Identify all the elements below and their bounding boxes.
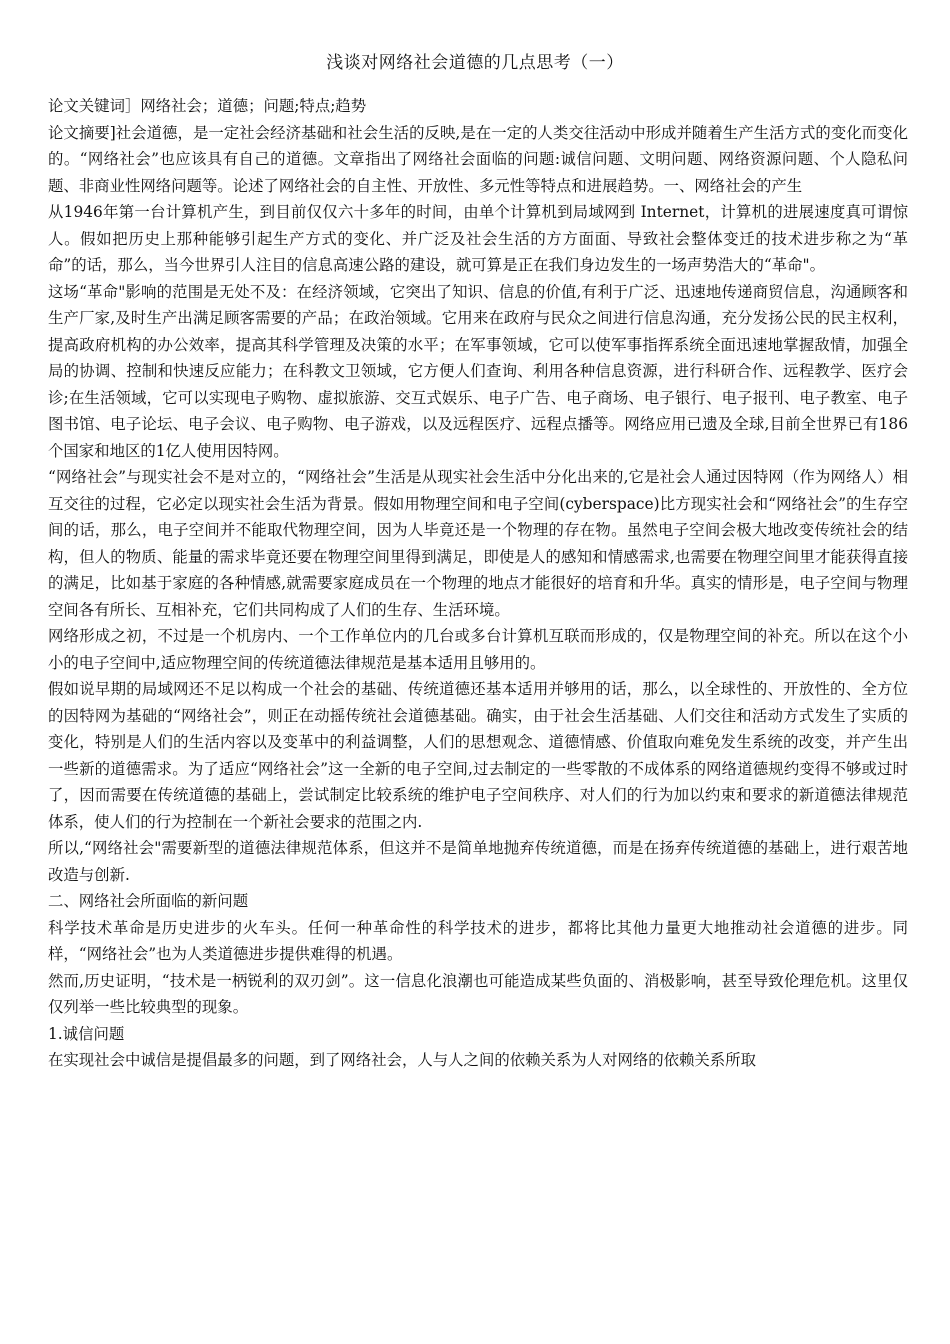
subsection-heading: 1.诚信问题 — [48, 1024, 125, 1043]
body-paragraph: 在实现社会中诚信是提倡最多的问题，到了网络社会，人与人之间的依赖关系为人对网络的依赖关系所取 — [48, 1051, 756, 1069]
body-paragraph: 然而,历史证明，“技术是一柄锐利的双刃剑”。这一信息化浪潮也可能造成某些负面的、消极影响，甚至导致伦理危机。这里仅仅列举一些比较典型的现象。 — [48, 971, 908, 1016]
body-paragraph: 假如说早期的局域网还不足以构成一个社会的基础、传统道德还基本适用并够用的话，那么，以全球性的、开放性的、全方位的因特网为基础的“网络社会”，则正在动摇传统社会道德基础。确实，由于社会生活基础、人们交往和活动方式发生了实质的变化，特别是人们的生活内容以及变革中的利益调整，人们的思想观念、道德情感、价值取向难免发生系统的改变，并产生出一些新的道德需求。为了适应“网络社会”这一全新的电子空间,过去制定的一些零散的不成体系的网络道德规约变得不够或过时了，因而需要在传统道德的基础上，尝试制定比较系统的维护电子空间秩序、对人们的行为加以约束和要求的新道德法律规范体系，使人们的行为控制在一个新社会要求的范围之内. — [48, 680, 908, 831]
body-paragraph: 这场“革命"影响的范围是无处不及：在经济领域，它突出了知识、信息的价值,有利于广泛、迅速地传递商贸信息，沟通顾客和生产厂家,及时生产出满足顾客需要的产品；在政治领域。它用来在政府与民众之间进行信息沟通，充分发扬公民的民主权利，提高政府机构的办公效率，提高其科学管理及决策的水平；在军事领域，它可以使军事指挥系统全面迅速地掌握敌情，加强全局的协调、控制和快速反应能力；在科教文卫领域，它方便人们查询、利用各种信息资源，进行科研合作、远程教学、医疗会诊;在生活领域，它可以实现电子购物、虚拟旅游、交互式娱乐、电子广告、电子商场、电子银行、电子报刊、电子教室、电子图书馆、电子论坛、电子会议、电子购物、电子游戏，以及远程医疗、远程点播等。网络应用已遗及全球,目前全世界已有186个国家和地区的1亿人使用因特网。 — [48, 282, 908, 460]
document-body — [48, 93, 908, 1074]
abstract-paragraph: 论文摘要]社会道德，是一定社会经济基础和社会生活的反映,是在一定的人类交往活动中形成并随着生产生活方式的变化而变化的。“网络社会”也应该具有自己的道德。文章指出了网络社会面临的问题:诚信问题、文明问题、网络资源问题、个人隐私问题、非商业性网络问题等。论述了网络社会的自主性、开放性、多元性等特点和进展趋势。一、网络社会的产生 — [48, 123, 908, 195]
body-paragraph: 科学技术革命是历史进步的火车头。任何一种革命性的科学技术的进步，都将比其他力量更大地推动社会道德的进步。同样，“网络社会”也为人类道德进步提供难得的机遇。 — [48, 918, 908, 963]
document-title: 浅谈对网络社会道德的几点思考（一） — [326, 53, 624, 73]
body-paragraph: 所以,“网络社会"需要新型的道德法律规范体系，但这并不是简单地抛弃传统道德，而是在扬弃传统道德的基础上，进行艰苦地改造与创新. — [48, 839, 908, 884]
body-paragraph: 从1946年第一台计算机产生，到目前仅仅六十多年的时间，由单个计算机到局域网到 Internet，计算机的进展速度真可谓惊人。假如把历史上那种能够引起生产方式的变化、并广泛及社会生活的方方面面、导致社会整体变迁的技术进步称之为“革命”的话，那么，当今世界引人注目的信息高速公路的建设，就可算是正在我们身边发生的一场声势浩大的“革命"。 — [48, 203, 908, 274]
section-heading: 二、网络社会所面临的新问题 — [48, 892, 249, 910]
body-paragraph: “网络社会”与现实社会不是对立的，“网络社会”生活是从现实社会生活中分化出来的,它是社会人通过因特网（作为网络人）相互交往的过程，它必定以现实社会生活为背景。假如用物理空间和电子空间(cyberspace)比方现实社会和“网络社会”的生存空间的话，那么，电子空间并不能取代物理空间，因为人毕竟还是一个物理的存在物。虽然电子空间会极大地改变传统社会的结构，但人的物质、能量的需求毕竟还要在物理空间里得到满足，即使是人的感知和情感需求,也需要在物理空间里才能获得直接的满足，比如基于家庭的各种情感,就需要家庭成员在一个物理的地点才能很好的培育和升华。真实的情形是，电子空间与物理空间各有所长、互相补充，它们共同构成了人们的生存、生活环境。 — [48, 468, 908, 619]
body-paragraph: 网络形成之初，不过是一个机房内、一个工作单位内的几台或多台计算机互联而形成的，仅是物理空间的补充。所以在这个小小的电子空间中,适应物理空间的传统道德法律规范是基本适用且够用的。 — [48, 627, 908, 672]
keywords-paragraph: 论文关键词］网络社会；道德；问题;特点;趋势 — [48, 97, 367, 115]
